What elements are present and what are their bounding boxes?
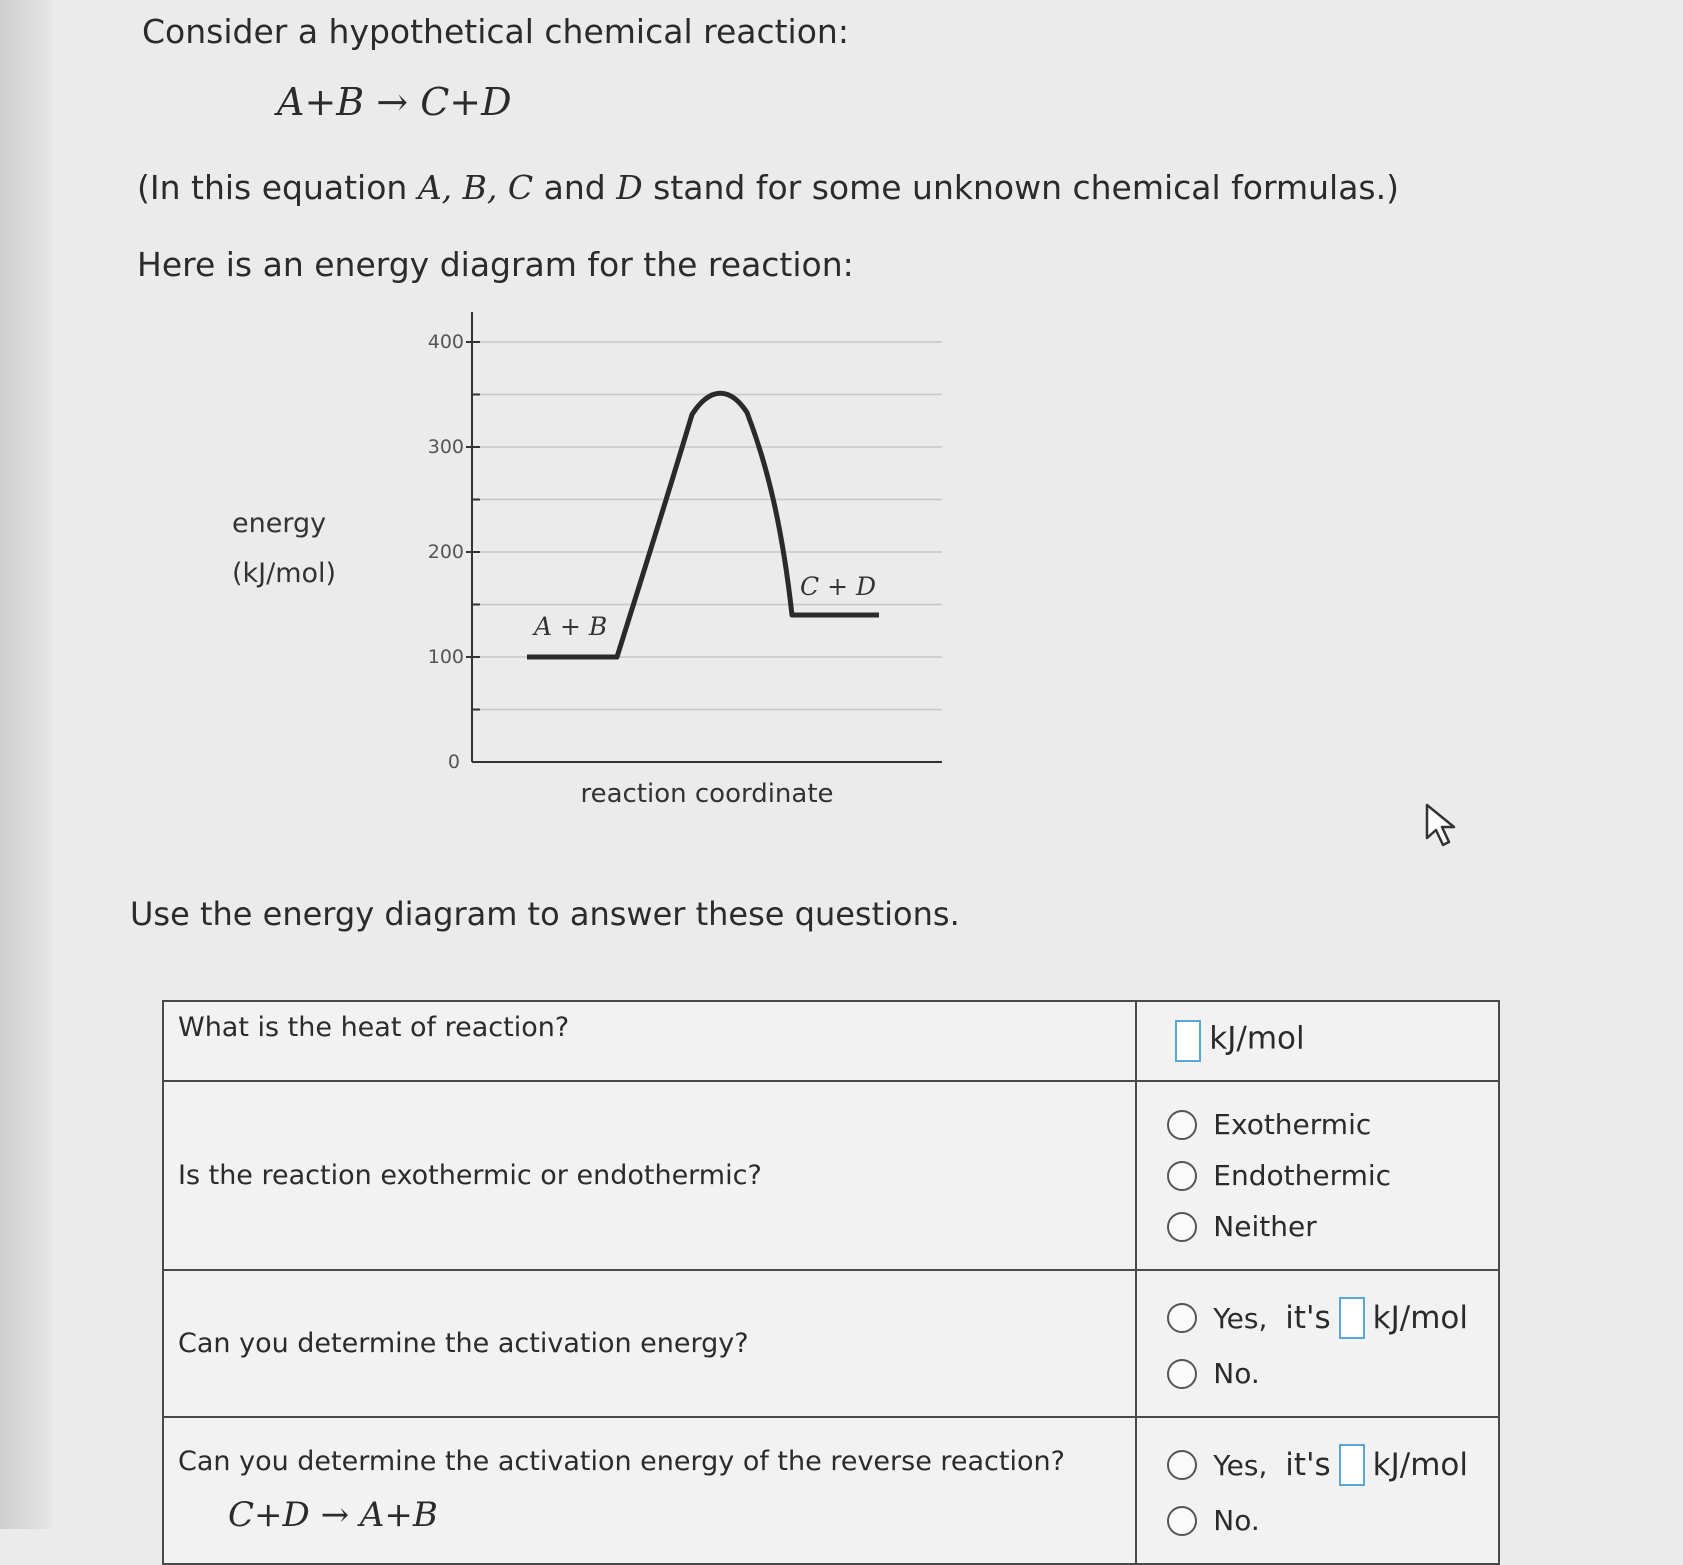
option-exothermic[interactable] <box>1167 1108 1468 1141</box>
equation-note <box>137 168 1399 207</box>
note-suffix: stand for some unknown chemical formulas.) <box>642 168 1399 207</box>
x-axis-label: reaction coordinate <box>580 779 834 809</box>
question-activation: Can you determine the activation energy? <box>163 1270 1136 1417</box>
question-row-activation <box>163 1270 1499 1417</box>
note-prefix: (In this equation <box>137 168 418 207</box>
reverse-its-label: it's <box>1285 1447 1331 1483</box>
answer-heat <box>1136 1001 1499 1081</box>
diagram-intro: Here is an energy diagram for the reaction: <box>137 245 854 284</box>
option-neither[interactable] <box>1167 1210 1468 1243</box>
activation-yes-label: Yes, <box>1213 1301 1268 1335</box>
energy-diagram <box>222 300 982 830</box>
y-axis-label-line1: energy <box>232 508 327 539</box>
y-tick-label: 100 <box>427 646 464 668</box>
activation-unit: kJ/mol <box>1372 1300 1468 1336</box>
instruction-text: Use the energy diagram to answer these questions. <box>130 895 960 933</box>
question-row-reverse <box>163 1417 1499 1564</box>
answer-activation <box>1136 1270 1499 1417</box>
reverse-yes-label: Yes, <box>1213 1448 1268 1482</box>
option-activation-no[interactable] <box>1167 1357 1468 1390</box>
option-exothermic-label: Exothermic <box>1213 1108 1372 1141</box>
note-var-d: D <box>616 168 643 207</box>
option-reverse-yes[interactable] <box>1167 1444 1468 1486</box>
option-endothermic[interactable] <box>1167 1159 1468 1192</box>
left-edge-shadow <box>0 0 52 1529</box>
option-endothermic-label: Endothermic <box>1213 1159 1392 1192</box>
note-vars: A, B, C <box>417 168 534 207</box>
y-tick-label: 200 <box>427 541 464 563</box>
radio-activation-yes[interactable] <box>1167 1303 1197 1333</box>
activation-energy-input[interactable] <box>1339 1297 1365 1339</box>
heat-input[interactable] <box>1175 1020 1201 1062</box>
questions-table <box>162 1000 1500 1565</box>
option-reverse-no[interactable] <box>1167 1504 1468 1537</box>
y-tick-label: 0 <box>447 751 460 773</box>
products-label: C + D <box>800 572 877 601</box>
question-heat: What is the heat of reaction? <box>163 1001 1136 1081</box>
activation-its-label: it's <box>1285 1300 1331 1336</box>
option-neither-label: Neither <box>1213 1210 1317 1243</box>
activation-no-label: No. <box>1213 1357 1260 1390</box>
question-reverse <box>163 1417 1136 1564</box>
radio-neither[interactable] <box>1167 1212 1197 1242</box>
option-activation-yes[interactable] <box>1167 1297 1468 1339</box>
question-row-heat <box>163 1001 1499 1081</box>
reverse-activation-input[interactable] <box>1339 1444 1365 1486</box>
reverse-no-label: No. <box>1213 1504 1260 1537</box>
y-tick-label: 400 <box>427 331 464 353</box>
reverse-unit: kJ/mol <box>1372 1447 1468 1483</box>
answer-type <box>1136 1081 1499 1270</box>
radio-activation-no[interactable] <box>1167 1359 1197 1389</box>
intro-line: Consider a hypothetical chemical reaction: <box>142 12 849 51</box>
mouse-cursor-icon <box>1424 802 1464 848</box>
reaction-equation: A+B → C+D <box>277 80 512 124</box>
question-page <box>52 0 1683 1537</box>
note-and: and <box>533 168 617 207</box>
y-tick-label: 300 <box>427 436 464 458</box>
radio-reverse-yes[interactable] <box>1167 1450 1197 1480</box>
radio-endothermic[interactable] <box>1167 1161 1197 1191</box>
heat-unit: kJ/mol <box>1209 1020 1305 1057</box>
question-reverse-text: Can you determine the activation energy of the reverse reaction? <box>178 1446 1065 1477</box>
reverse-equation: C+D → A+B <box>228 1495 438 1535</box>
radio-reverse-no[interactable] <box>1167 1506 1197 1536</box>
question-row-type <box>163 1081 1499 1270</box>
y-axis-label-line2: (kJ/mol) <box>232 558 337 589</box>
radio-exothermic[interactable] <box>1167 1110 1197 1140</box>
reactants-label: A + B <box>534 612 608 641</box>
question-type: Is the reaction exothermic or endothermic? <box>163 1081 1136 1270</box>
answer-reverse <box>1136 1417 1499 1564</box>
